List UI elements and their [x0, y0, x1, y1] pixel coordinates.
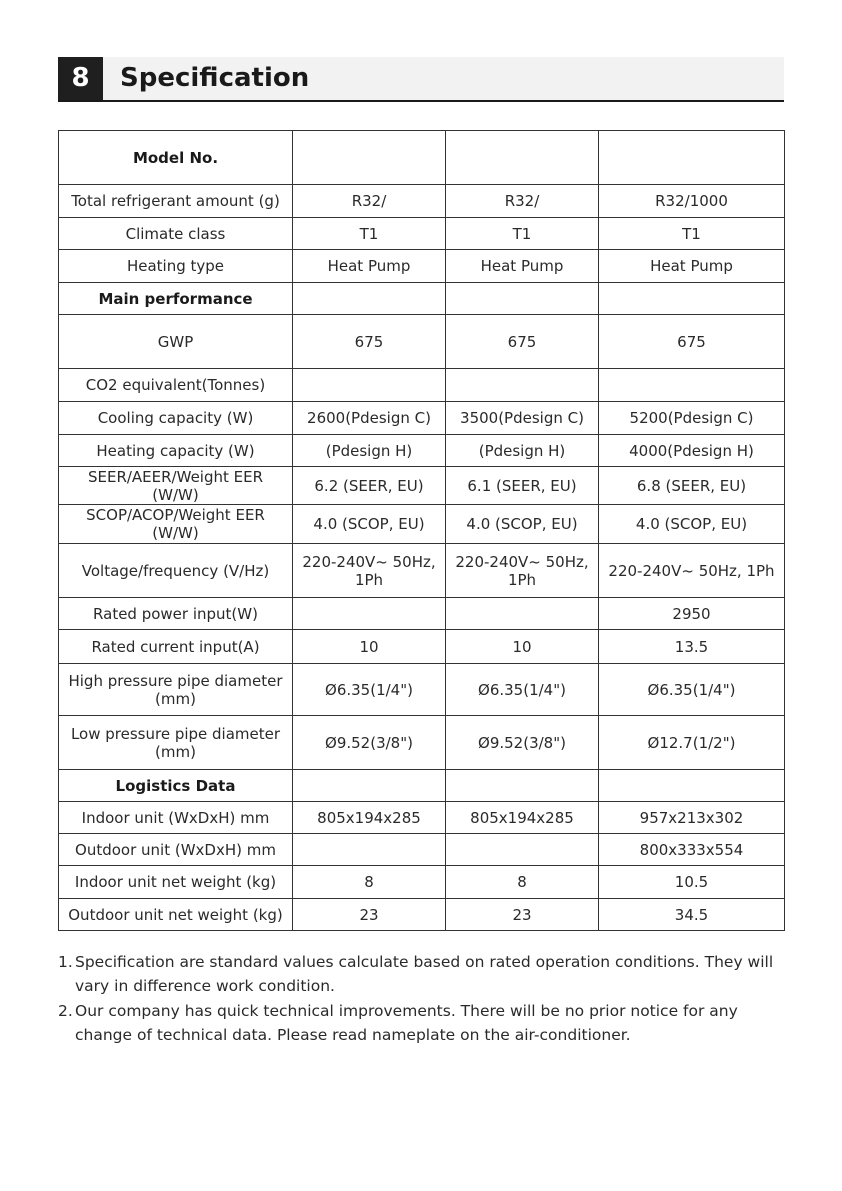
row-label: GWP	[59, 315, 293, 369]
table-row	[59, 630, 785, 664]
table-row	[59, 505, 785, 544]
row-label: Climate class	[59, 218, 293, 250]
row-value: 675	[599, 315, 785, 369]
note-text: Our company has quick technical improvements. There will be no prior notice for any change of technical data. Please read nameplate on the air-conditioner.	[75, 1002, 738, 1044]
section-number: 8	[58, 57, 103, 100]
row-label: Rated current input(A)	[59, 630, 293, 664]
row-value: 4000(Pdesign H)	[599, 435, 785, 467]
row-value: 13.5	[599, 630, 785, 664]
table-row	[59, 716, 785, 770]
table-row	[59, 402, 785, 435]
row-value: 675	[293, 315, 446, 369]
row-value	[446, 369, 599, 402]
row-value: 4.0 (SCOP, EU)	[446, 505, 599, 544]
row-value: Ø9.52(3/8")	[446, 716, 599, 770]
row-value	[446, 770, 599, 802]
row-label: Voltage/frequency (V/Hz)	[59, 544, 293, 598]
row-value: R32/	[446, 185, 599, 218]
row-value	[293, 369, 446, 402]
row-label: Total refrigerant amount (g)	[59, 185, 293, 218]
row-value	[599, 369, 785, 402]
row-value: Ø6.35(1/4")	[599, 664, 785, 716]
row-value: 5200(Pdesign C)	[599, 402, 785, 435]
row-label: Heating capacity (W)	[59, 435, 293, 467]
table-row	[59, 218, 785, 250]
row-value: 220-240V~ 50Hz, 1Ph	[599, 544, 785, 598]
row-value	[293, 770, 446, 802]
table-row	[59, 283, 785, 315]
row-value: 800x333x554	[599, 834, 785, 866]
table-row	[59, 802, 785, 834]
row-value: 2600(Pdesign C)	[293, 402, 446, 435]
row-value	[446, 834, 599, 866]
table-row	[59, 834, 785, 866]
table-row	[59, 770, 785, 802]
row-value: 10.5	[599, 866, 785, 899]
row-value: 675	[446, 315, 599, 369]
row-value: 805x194x285	[293, 802, 446, 834]
row-value: 6.8 (SEER, EU)	[599, 467, 785, 505]
row-value: 8	[293, 866, 446, 899]
table-row	[59, 664, 785, 716]
table-row	[59, 131, 785, 185]
row-value: 3500(Pdesign C)	[446, 402, 599, 435]
row-value: Ø9.52(3/8")	[293, 716, 446, 770]
specification-table	[58, 130, 785, 931]
row-value: 10	[293, 630, 446, 664]
table-row	[59, 899, 785, 931]
row-label: Outdoor unit net weight (kg)	[59, 899, 293, 931]
row-value	[599, 283, 785, 315]
row-value	[293, 598, 446, 630]
row-value: 6.2 (SEER, EU)	[293, 467, 446, 505]
row-value: Ø6.35(1/4")	[446, 664, 599, 716]
section-header	[58, 57, 784, 102]
row-value	[293, 283, 446, 315]
table-row	[59, 315, 785, 369]
row-value: 10	[446, 630, 599, 664]
table-row	[59, 866, 785, 899]
row-value: 220-240V~ 50Hz, 1Ph	[446, 544, 599, 598]
row-value: 220-240V~ 50Hz, 1Ph	[293, 544, 446, 598]
row-value: T1	[293, 218, 446, 250]
row-value: Heat Pump	[446, 250, 599, 283]
row-label: Cooling capacity (W)	[59, 402, 293, 435]
row-label: Indoor unit (WxDxH) mm	[59, 802, 293, 834]
row-value: 8	[446, 866, 599, 899]
row-value	[446, 598, 599, 630]
row-value: Heat Pump	[293, 250, 446, 283]
row-value	[293, 131, 446, 185]
row-label: Outdoor unit (WxDxH) mm	[59, 834, 293, 866]
row-value: Ø12.7(1/2")	[599, 716, 785, 770]
row-value: 34.5	[599, 899, 785, 931]
row-value: Ø6.35(1/4")	[293, 664, 446, 716]
row-value: R32/	[293, 185, 446, 218]
table-row	[59, 467, 785, 505]
row-value: 957x213x302	[599, 802, 785, 834]
row-label: SEER/AEER/Weight EER (W/W)	[59, 467, 293, 505]
row-value	[293, 834, 446, 866]
row-label: Logistics Data	[59, 770, 293, 802]
row-value: Heat Pump	[599, 250, 785, 283]
row-value: 4.0 (SCOP, EU)	[293, 505, 446, 544]
row-label: Model No.	[59, 131, 293, 185]
row-label: Indoor unit net weight (kg)	[59, 866, 293, 899]
row-value	[599, 770, 785, 802]
row-value: 2950	[599, 598, 785, 630]
row-value: 4.0 (SCOP, EU)	[599, 505, 785, 544]
row-value	[446, 283, 599, 315]
row-value: T1	[599, 218, 785, 250]
row-label: CO2 equivalent(Tonnes)	[59, 369, 293, 402]
table-row	[59, 185, 785, 218]
row-value	[446, 131, 599, 185]
table-row	[59, 598, 785, 630]
row-label: SCOP/ACOP/Weight EER (W/W)	[59, 505, 293, 544]
row-value: 6.1 (SEER, EU)	[446, 467, 599, 505]
row-value: R32/1000	[599, 185, 785, 218]
row-value: (Pdesign H)	[293, 435, 446, 467]
table-row	[59, 435, 785, 467]
notes-list	[58, 950, 784, 1048]
note-number: 2.	[58, 1002, 73, 1020]
row-value: (Pdesign H)	[446, 435, 599, 467]
table-row	[59, 544, 785, 598]
note-number: 1.	[58, 953, 73, 971]
row-label: High pressure pipe diameter (mm)	[59, 664, 293, 716]
row-value	[599, 131, 785, 185]
row-label: Heating type	[59, 250, 293, 283]
row-value: T1	[446, 218, 599, 250]
note-item	[58, 950, 784, 998]
note-text: Specification are standard values calculate based on rated operation conditions. They will vary in difference work condition.	[75, 953, 774, 995]
table-row	[59, 369, 785, 402]
page-title: Specification	[120, 63, 310, 93]
row-value: 23	[446, 899, 599, 931]
row-label: Rated power input(W)	[59, 598, 293, 630]
note-item	[58, 999, 784, 1047]
table-row	[59, 250, 785, 283]
row-label: Main performance	[59, 283, 293, 315]
row-value: 805x194x285	[446, 802, 599, 834]
row-value: 23	[293, 899, 446, 931]
row-label: Low pressure pipe diameter (mm)	[59, 716, 293, 770]
